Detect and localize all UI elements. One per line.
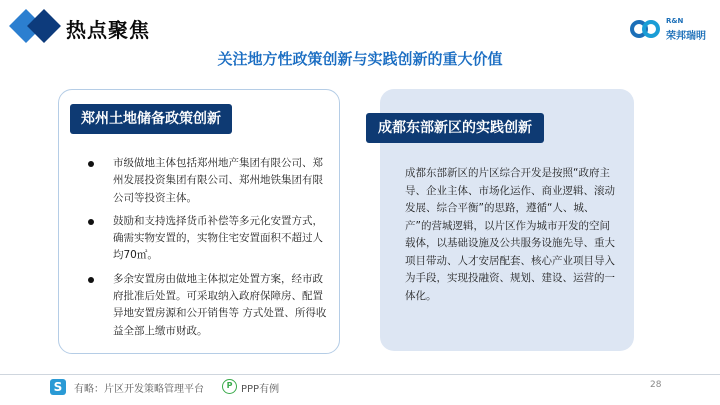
page-number: 28 [650, 380, 662, 390]
bullet-item: 鼓励和支持选择货币补偿等多元化安置方式，确需实物安置的，实物住宅安置面积不超过人均70㎡。 [86, 213, 332, 265]
left-panel-tag: 郑州土地储备政策创新 [70, 104, 232, 134]
ppp-logo-icon: P [222, 379, 237, 394]
logo-small-text: R&N [666, 17, 684, 25]
page-title: 热点聚焦 [66, 18, 150, 42]
platform-logo-icon: S [50, 379, 66, 395]
header-diamond-dark-icon [27, 9, 61, 43]
right-panel-paragraph: 成都东部新区的片区综合开发是按照“政府主导、企业主体、市场化运作、商业逻辑、滚动发展、综合平衡”的思路，遵循“人、城、产”的营城逻辑，以片区作为城市开发的空间载体，以基础设施及公共服务设施先导、重大项目带动、人才安居配套、核心产业项目导入为手段，实现投融资、规划、建设、运营的一体化。 [405, 167, 615, 302]
logo-rings-icon [630, 20, 660, 38]
left-bullet-list [86, 155, 332, 346]
right-panel-tag: 成都东部新区的实践创新 [366, 113, 544, 143]
bullet-item: 多余安置房由做地主体拟定处置方案，经市政府批准后处置。可采取纳入政府保障房、配置异地安置房源和公开销售等 方式处置、所得收益全部上缴市财政。 [86, 271, 332, 340]
footer-ppp-text: PPP有例 [241, 384, 280, 395]
slide-subtitle: 关注地方性政策创新与实践创新的重大价值 [217, 50, 503, 68]
footer-platform-text: 有略：片区开发策略管理平台 [74, 384, 204, 395]
bullet-item: 市级做地主体包括郑州地产集团有限公司、郑州发展投资集团有限公司、郑州地铁集团有限公司等投资主体。 [86, 155, 332, 207]
footer-divider [0, 374, 720, 375]
company-logo [630, 16, 706, 42]
logo-text: 荣邦瑞明 [666, 31, 706, 42]
